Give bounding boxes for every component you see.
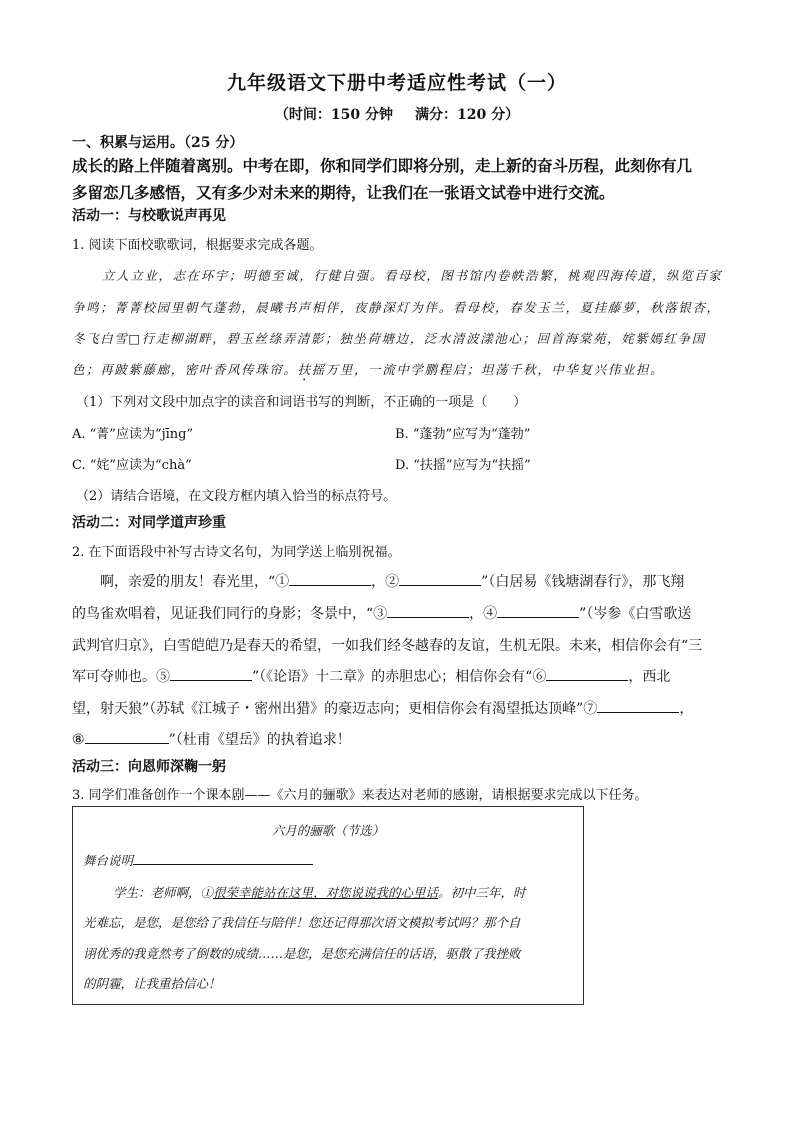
- exam-time: （时间：150 分钟: [274, 107, 393, 123]
- option-d[interactable]: D. “扶摇”应写为“扶摇”: [395, 458, 531, 473]
- answer-blank-1[interactable]: [289, 571, 371, 586]
- q2-para-line5: [72, 698, 722, 718]
- answer-blank-2[interactable]: [399, 571, 481, 586]
- q2-para-line4: [72, 666, 722, 686]
- exam-title: 九年级语文下册中考适应性考试（一）: [226, 72, 567, 94]
- script-text: 。初中三年，时: [438, 885, 526, 900]
- q2-text: 望，射天狼”（苏轼《江城子・密州出猎》的豪迈志向；更相信你会有渴望抵达顶峰”⑦: [72, 701, 598, 717]
- answer-blank-6[interactable]: [546, 666, 628, 681]
- q1-sub1: （1）下列对文段中加点字的读音和词语书写的判断，不正确的一项是（ ）: [76, 395, 527, 410]
- q2-text: ”（《论语》十二章》的赤胆忠心；相信你会有“⑥: [252, 669, 547, 685]
- lyrics-line4: [72, 360, 722, 384]
- stage-direction-blank[interactable]: [133, 851, 313, 865]
- q2-text: 军可夺帅也。⑤: [72, 669, 170, 685]
- option-c[interactable]: C. “姹”应读为“chà”: [72, 458, 192, 473]
- q2-text: 啊，亲爱的朋友！春光里，“①: [100, 574, 290, 590]
- q2-text: ，②: [371, 574, 400, 590]
- q2-para-line6: [72, 729, 722, 749]
- exam-score: 满分：120 分）: [415, 107, 520, 123]
- activity1-heading: 活动一：与校歌说声再见: [72, 208, 226, 224]
- script-line3: 诩优秀的我竟然考了倒数的成绩……是您，是您充满信任的话语，驱散了我挫败: [83, 946, 521, 961]
- q2-text: ，④: [469, 606, 498, 622]
- section1-intro-line2: 多留恋几多感悟，又有多少对未来的期待，让我们在一张语文试卷中进行交流。: [72, 183, 615, 202]
- q2-text: 的鸟雀欢唱着，见证我们同行的身影；冬景中，“③: [72, 606, 388, 622]
- q2-para-line2: [72, 603, 722, 623]
- activity2-heading: 活动二：对同学道声珍重: [72, 515, 226, 531]
- q2-para-line1: [100, 571, 750, 591]
- stage-direction-row: [83, 851, 313, 869]
- answer-blank-4[interactable]: [497, 603, 579, 618]
- answer-blank-3[interactable]: [387, 603, 469, 618]
- q2-text: ，: [679, 701, 694, 717]
- answer-blank-7[interactable]: [597, 698, 679, 713]
- lyrics-line1: 立人立业，志在环宇；明德至诚，行健自强。看母校，图书馆内卷帙浩繁，桃观四海传道，纵览百家: [102, 268, 723, 283]
- q2-text: ，西北: [628, 669, 671, 685]
- q2-text: ”（杜甫《望岳》的执着追求！: [168, 732, 351, 748]
- q2-text: ⑧: [72, 732, 85, 748]
- script-line2: 光难忘，是您，是您给了我信任与陪伴！您还记得那次语文模拟考试吗？那个自: [83, 915, 521, 930]
- script-text: 学生：老师啊，①: [113, 885, 214, 900]
- q1-stem: 1. 阅读下面校歌歌词，根据要求完成各题。: [72, 238, 323, 253]
- script-excerpt-box: [72, 806, 584, 1005]
- script-title: 六月的骊歌（节选）: [271, 823, 385, 838]
- option-a[interactable]: A. “菁”应读为“jīng”: [72, 427, 194, 442]
- script-line4: 的阴霾，让我重拾信心！: [83, 976, 221, 991]
- q3-stem: 3. 同学们准备创作一个课本剧——《六月的骊歌》来表达对老师的感谢，请根据要求完成以下任务。: [72, 788, 648, 803]
- q2-text: ”（白居易《钱塘湖春行》，那飞翔: [481, 574, 685, 590]
- stage-direction-label: 舞台说明: [83, 853, 134, 868]
- q2-stem: 2. 在下面语段中补写古诗文名句，为同学送上临别祝福。: [72, 545, 401, 560]
- q2-text: ”（岑参《白雪歌送: [579, 606, 692, 622]
- script-line1: [113, 883, 526, 901]
- option-b[interactable]: B. “蓬勃”应写为“蓬勃”: [395, 427, 531, 442]
- lyrics-line4-post: 摇万里，一流中学鹏程启；坦荡千秋，中华复兴伟业担。: [311, 362, 665, 377]
- answer-blank-5[interactable]: [170, 666, 252, 681]
- lyrics-line4-pre: 色；再跛紫藤廊，密叶香风传珠帘。: [72, 362, 298, 377]
- q2-para-line3: 武判官归京》，白雪皑皑乃是春天的希望，一如我们经冬越春的友谊，生机无限。未来，相信你会有“三: [72, 638, 703, 654]
- exam-subtitle: [0, 104, 794, 124]
- lyrics-line3: 冬飞白雪□行走柳湖畔，碧玉丝绦弄清影；独坐荷塘边，泛水清波漾池心；回首海棠苑，姹紫嫣红争国: [72, 331, 706, 346]
- activity3-heading: 活动三：向恩师深鞠一躬: [72, 759, 226, 775]
- lyrics-dotted-char: 扶: [297, 362, 312, 377]
- section1-intro-line1: 成长的路上伴随着离别。中考在即，你和同学们即将分别，走上新的奋斗历程，此刻你有几: [72, 156, 693, 175]
- q1-sub2: （2）请结合语境，在文段方框内填入恰当的标点符号。: [76, 489, 397, 504]
- lyrics-line2: 争鸣；菁菁校园里朝气蓬勃，晨曦书声相伴，夜静深灯为伴。看母校，春发玉兰，夏挂藤萝，秋落银杏，: [72, 300, 721, 315]
- answer-blank-8[interactable]: [85, 729, 169, 744]
- section1-heading: 一、积累与运用。（25 分）: [72, 135, 244, 151]
- underlined-sentence: 很荣幸能站在这里，对您说说我的心里话: [213, 885, 439, 900]
